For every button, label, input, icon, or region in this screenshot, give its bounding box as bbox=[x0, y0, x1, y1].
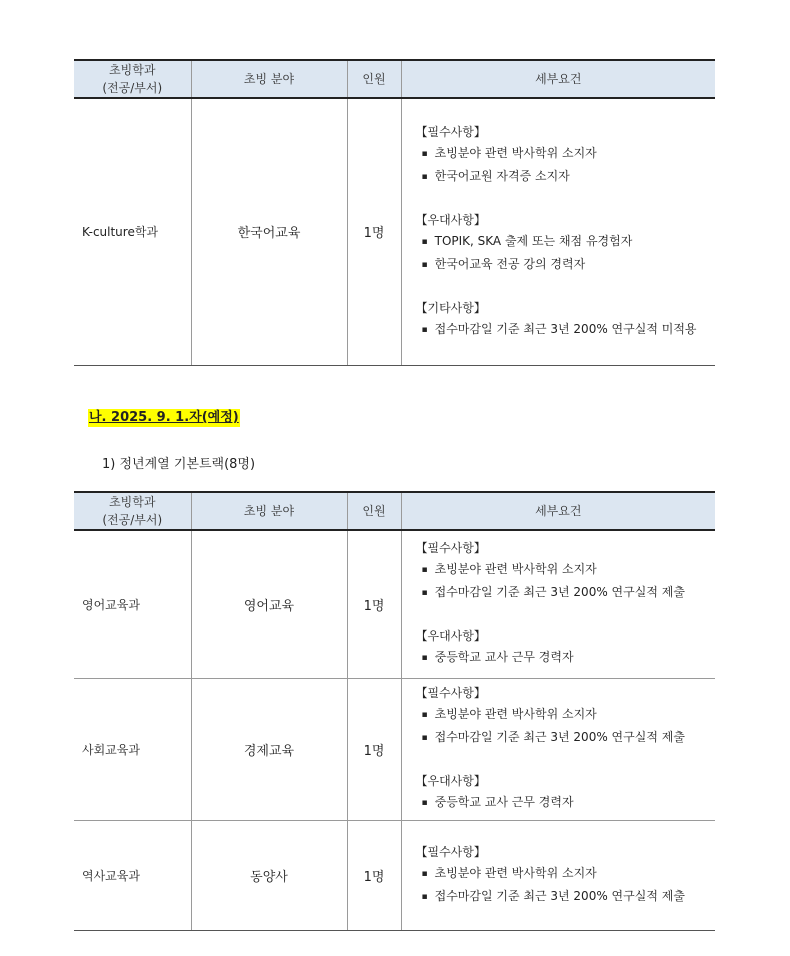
table-row bbox=[74, 530, 715, 678]
table-row bbox=[74, 820, 715, 930]
requirement-item: ▪ 초빙분야 관련 박사학위 소지자 bbox=[416, 559, 716, 582]
spacer bbox=[416, 277, 716, 298]
field-cell: 동양사 bbox=[191, 820, 347, 930]
requirement-section-title: 【우대사항】 bbox=[415, 774, 486, 788]
requirement-item: ▪ 접수마감일 기준 최근 3년 200% 연구실적 제출 bbox=[416, 886, 716, 909]
requirements-cell bbox=[401, 98, 715, 365]
requirement-section-title: 【필수사항】 bbox=[415, 541, 486, 556]
requirement-section-title: 【기타사항】 bbox=[415, 300, 486, 315]
requirement-item: ▪ 접수마감일 기준 최근 3년 200% 연구실적 제출 bbox=[416, 582, 716, 605]
field-cell: 영어교육 bbox=[191, 530, 347, 678]
table-row bbox=[74, 98, 715, 365]
field-cell: 한국어교육 bbox=[191, 98, 347, 365]
requirement-section-title: 【필수사항】 bbox=[415, 686, 486, 700]
dept-cell: K-culture학과 bbox=[74, 98, 191, 365]
count-cell: 1명 bbox=[347, 678, 401, 820]
header-requirements: 세부요건 bbox=[401, 60, 715, 98]
requirement-item: ▪ 초빙분야 관련 박사학위 소지자 bbox=[416, 704, 716, 727]
dept-cell: 영어교육과 bbox=[74, 530, 191, 678]
count-cell: 1명 bbox=[347, 820, 401, 930]
requirements-cell bbox=[401, 820, 715, 930]
header-field: 초빙 분야 bbox=[191, 492, 347, 530]
spacer bbox=[416, 189, 716, 210]
requirement-item: ▪ 한국어교원 자격증 소지자 bbox=[416, 166, 716, 189]
dept-cell: 역사교육과 bbox=[74, 820, 191, 930]
count-cell: 1명 bbox=[347, 98, 401, 365]
requirement-item: ▪ 한국어교육 전공 강의 경력자 bbox=[416, 254, 716, 277]
field-cell: 경제교육 bbox=[191, 678, 347, 820]
requirement-item: ▪ 초빙분야 관련 박사학위 소지자 bbox=[416, 863, 716, 886]
header-dept: 초빙학과 (전공/부서) bbox=[74, 60, 191, 98]
section-title: 나. 2025. 9. 1.자(예정) bbox=[89, 410, 239, 425]
requirement-section-title: 【우대사항】 bbox=[415, 212, 486, 227]
requirement-section-title: 【필수사항】 bbox=[415, 844, 486, 859]
header-count: 인원 bbox=[347, 60, 401, 98]
table-row bbox=[74, 678, 715, 820]
requirement-section-title: 【필수사항】 bbox=[415, 124, 486, 139]
recruitment-table-2 bbox=[74, 491, 715, 931]
recruitment-table-1 bbox=[74, 59, 715, 366]
header-dept: 초빙학과 (전공/부서) bbox=[74, 492, 191, 530]
sub-title: 1) 정년계열 기본트랙(8명) bbox=[102, 457, 256, 472]
dept-cell: 사회교육과 bbox=[74, 678, 191, 820]
requirement-item: ▪ 접수마감일 기준 최근 3년 200% 연구실적 제출 bbox=[416, 727, 716, 750]
count-cell: 1명 bbox=[347, 530, 401, 678]
spacer bbox=[416, 605, 716, 626]
header-field: 초빙 분야 bbox=[191, 60, 347, 98]
requirements-cell bbox=[401, 678, 715, 820]
requirement-item: ▪ TOPIK, SKA 출제 또는 채점 유경험자 bbox=[416, 231, 716, 254]
requirements-cell bbox=[401, 530, 715, 678]
spacer bbox=[416, 750, 716, 771]
requirement-section-title: 【우대사항】 bbox=[415, 629, 486, 644]
requirement-item: ▪ 접수마감일 기준 최근 3년 200% 연구실적 미적용 bbox=[416, 319, 716, 342]
header-requirements: 세부요건 bbox=[401, 492, 715, 530]
header-count: 인원 bbox=[347, 492, 401, 530]
requirement-item: ▪ 중등학교 교사 근무 경력자 bbox=[416, 647, 716, 670]
requirement-item: ▪ 중등학교 교사 근무 경력자 bbox=[416, 792, 716, 815]
requirement-item: ▪ 초빙분야 관련 박사학위 소지자 bbox=[416, 143, 716, 166]
